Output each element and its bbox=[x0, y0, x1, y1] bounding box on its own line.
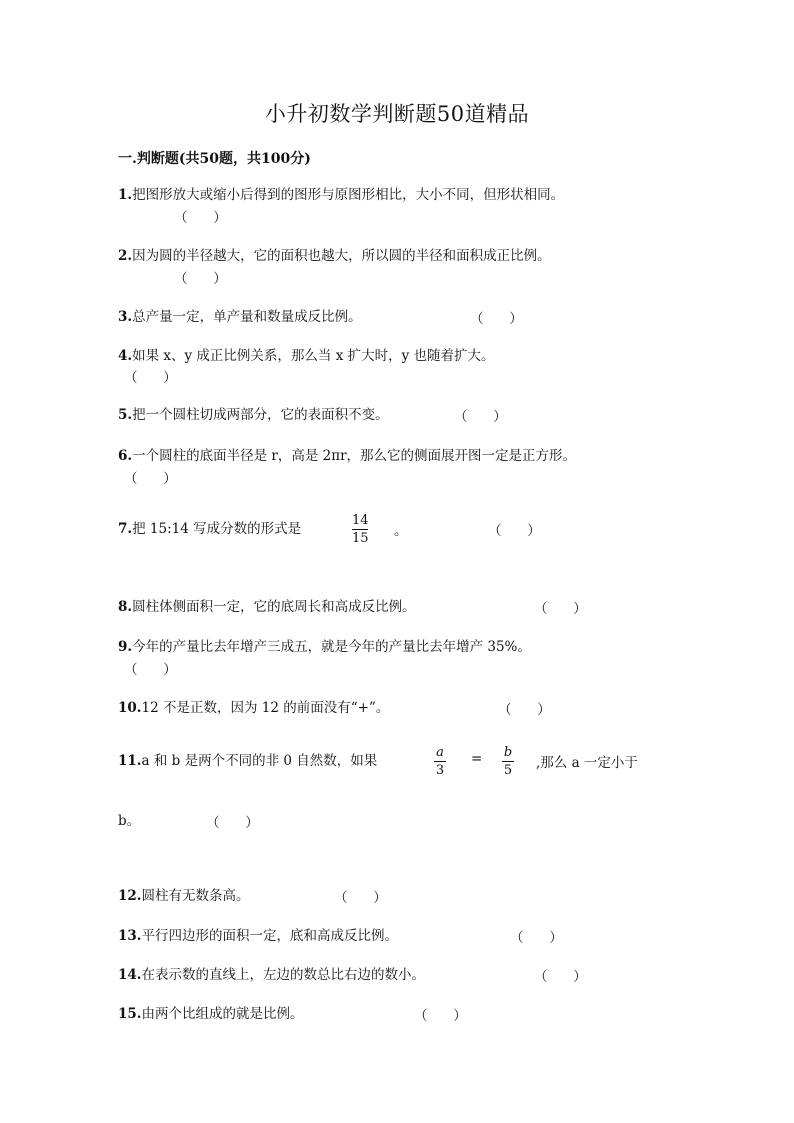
fraction-denominator: 15 bbox=[352, 531, 369, 546]
fraction-b-5 bbox=[502, 745, 514, 778]
question-text: 把一个圆柱切成两部分，它的表面积不变。 bbox=[132, 407, 389, 423]
question-text: a 和 b 是两个不同的非 0 自然数，如果 bbox=[141, 753, 378, 769]
question-11-line-2: b。 bbox=[118, 813, 141, 829]
question-12 bbox=[118, 886, 250, 906]
question-number: 2. bbox=[118, 248, 133, 264]
page-title: 小升初数学判断题50道精品 bbox=[264, 102, 530, 126]
question-number: 7. bbox=[118, 521, 133, 537]
answer-blank-14[interactable]: （ ） bbox=[534, 969, 587, 985]
question-text: 圆柱有无数条高。 bbox=[141, 888, 250, 904]
fraction-numerator: a bbox=[436, 745, 444, 760]
question-7 bbox=[118, 519, 301, 539]
answer-blank-2[interactable]: （ ） bbox=[174, 271, 227, 287]
question-number: 14. bbox=[118, 967, 142, 983]
question-text: 圆柱体侧面积一定，它的底周长和高成反比例。 bbox=[132, 599, 416, 615]
question-number: 13. bbox=[118, 928, 142, 944]
question-number: 1. bbox=[118, 187, 133, 203]
fraction-denominator: 5 bbox=[503, 763, 513, 778]
answer-blank-15[interactable]: （ ） bbox=[414, 1008, 467, 1024]
answer-blank-3[interactable]: （ ） bbox=[470, 311, 523, 327]
answer-blank-7[interactable]: （ ） bbox=[488, 523, 541, 539]
question-14 bbox=[118, 965, 425, 985]
question-number: 8. bbox=[118, 599, 133, 615]
question-5 bbox=[118, 405, 389, 425]
answer-blank-6[interactable]: （ ） bbox=[124, 471, 177, 487]
fraction-denominator: 3 bbox=[435, 763, 445, 778]
answer-blank-11[interactable]: （ ） bbox=[206, 815, 259, 831]
question-number: 12. bbox=[118, 888, 142, 904]
question-text: 平行四边形的面积一定，底和高成反比例。 bbox=[141, 928, 398, 944]
fraction-bar bbox=[352, 529, 368, 530]
question-number: 3. bbox=[118, 309, 133, 325]
fraction-numerator: b bbox=[503, 745, 513, 760]
question-13 bbox=[118, 926, 398, 946]
question-6 bbox=[118, 446, 576, 466]
question-text: 由两个比组成的就是比例。 bbox=[141, 1006, 304, 1022]
equals-sign: = bbox=[471, 751, 483, 767]
question-text: 今年的产量比去年增产三成五，就是今年的产量比去年增产 35%。 bbox=[132, 639, 531, 655]
question-text: 如果 x、y 成正比例关系，那么当 x 扩大时，y 也随着扩大。 bbox=[132, 348, 495, 364]
fraction-numerator: 14 bbox=[352, 513, 369, 528]
answer-blank-10[interactable]: （ ） bbox=[498, 702, 551, 718]
question-11-continued: ,那么 a 一定小于 bbox=[536, 755, 638, 771]
question-4 bbox=[118, 346, 495, 366]
question-number: 6. bbox=[118, 448, 133, 464]
question-number: 11. bbox=[118, 753, 142, 769]
fraction-bar bbox=[502, 761, 514, 762]
question-3 bbox=[118, 307, 362, 327]
answer-blank-9[interactable]: （ ） bbox=[124, 662, 177, 678]
question-7-end: 。 bbox=[394, 523, 408, 539]
question-number: 15. bbox=[118, 1006, 142, 1022]
section-heading: 一.判断题(共50题，共100分) bbox=[118, 151, 311, 167]
question-text: 因为圆的半径越大，它的面积也越大，所以圆的半径和面积成正比例。 bbox=[132, 248, 551, 264]
fraction-bar bbox=[434, 761, 446, 762]
question-10 bbox=[118, 698, 389, 718]
fraction-a-3 bbox=[434, 745, 446, 778]
question-8 bbox=[118, 597, 416, 617]
answer-blank-12[interactable]: （ ） bbox=[334, 890, 387, 906]
question-11 bbox=[118, 751, 377, 771]
question-text: 把 15:14 写成分数的形式是 bbox=[132, 521, 302, 537]
question-number: 5. bbox=[118, 407, 133, 423]
question-number: 10. bbox=[118, 700, 142, 716]
answer-blank-1[interactable]: （ ） bbox=[174, 210, 227, 226]
question-number: 9. bbox=[118, 639, 133, 655]
question-text: 12 不是正数，因为 12 的前面没有“+”。 bbox=[141, 700, 390, 716]
question-1 bbox=[118, 185, 564, 205]
answer-blank-5[interactable]: （ ） bbox=[454, 409, 507, 425]
question-9 bbox=[118, 637, 531, 657]
question-text: 一个圆柱的底面半径是 r，高是 2πr，那么它的侧面展开图一定是正方形。 bbox=[132, 448, 577, 464]
question-number: 4. bbox=[118, 348, 133, 364]
answer-blank-8[interactable]: （ ） bbox=[534, 601, 587, 617]
answer-blank-4[interactable]: （ ） bbox=[124, 370, 177, 386]
answer-blank-13[interactable]: （ ） bbox=[510, 930, 563, 946]
question-2 bbox=[118, 246, 551, 266]
fraction-14-15 bbox=[352, 513, 369, 546]
question-text: 总产量一定，单产量和数量成反比例。 bbox=[132, 309, 362, 325]
question-text: 在表示数的直线上，左边的数总比右边的数小。 bbox=[141, 967, 425, 983]
question-text: 把图形放大或缩小后得到的图形与原图形相比，大小不同，但形状相同。 bbox=[132, 187, 565, 203]
question-15 bbox=[118, 1004, 304, 1024]
